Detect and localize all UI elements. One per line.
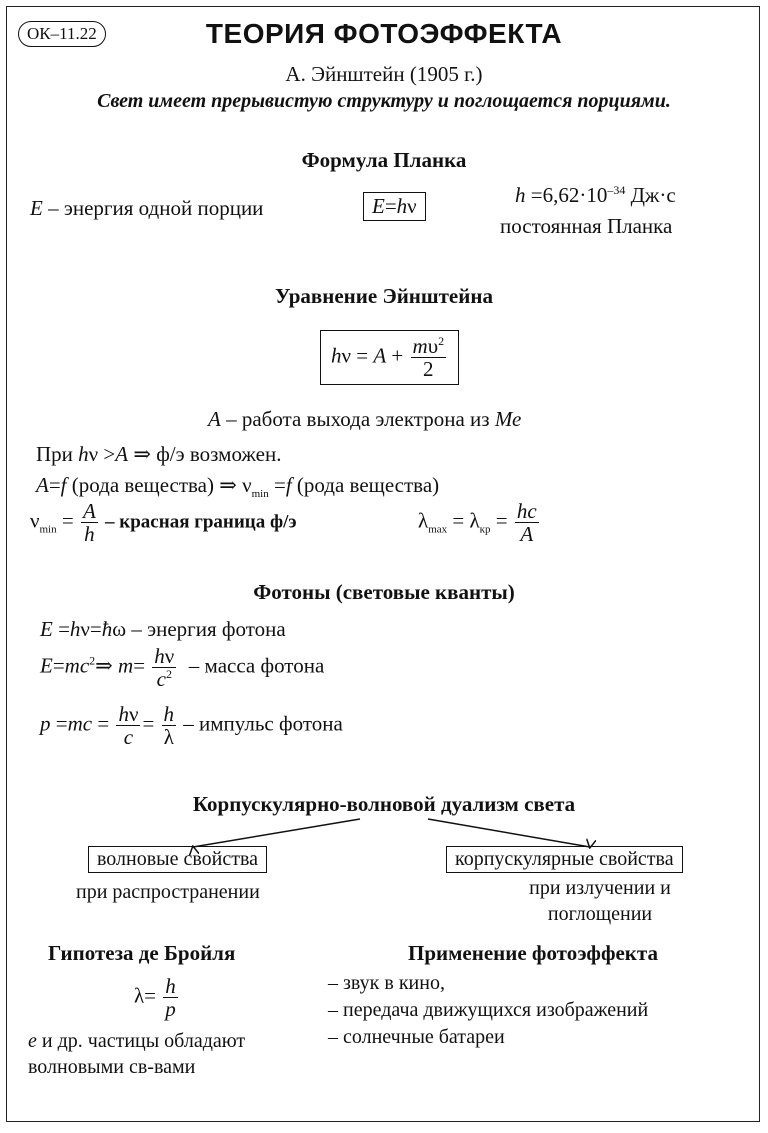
debroglie-desc-2: волновыми св-вами	[28, 1056, 196, 1078]
list-item: – солнечные батареи	[328, 1026, 505, 1048]
wave-properties-box: волновые свойства	[88, 846, 267, 873]
photon-momentum: p =mc = $\frac{h\nu}{c}$ = $\frac{h}{\lambda}$ – импульс фотона	[40, 702, 343, 750]
work-function-dependence: A=f (рода вещества) ⇒ $\nu_{min} =f$ (рода вещества)	[36, 473, 440, 501]
corpuscular-desc-2: поглощении	[547, 903, 653, 925]
einstein-equation: hν = A + $\frac{m\upsilon^2}{2}$	[320, 330, 459, 385]
dualism-heading: Корпускулярно-волновой дуализм света	[192, 792, 576, 816]
planck-energy-desc: E – энергия одной порции	[30, 196, 264, 220]
work-function-desc: A – работа выхода электрона из Ме	[208, 407, 522, 431]
einstein-heading: Уравнение Эйнштейна	[275, 284, 493, 308]
author-line: А. Эйнштейн (1905 г.)	[285, 62, 483, 86]
photon-mass: $E=mc^2\Rightarrow$ m= $\frac{h\nu}{c^2}$ – масса фотона	[40, 644, 325, 692]
corpuscular-properties-box: корпускулярные свойства	[446, 846, 683, 873]
photons-heading: Фотоны (световые кванты)	[253, 580, 515, 604]
debroglie-heading: Гипотеза де Бройля	[48, 941, 236, 965]
applications-heading: Применение фотоэффекта	[408, 941, 658, 965]
planck-heading: Формула Планка	[301, 148, 467, 172]
planck-constant-desc: постоянная Планка	[500, 214, 673, 238]
photon-energy: E =hν=ħω – энергия фотона	[40, 617, 286, 641]
corpuscular-desc-1: при излучении и	[529, 877, 671, 899]
red-border-wavelength: $\lambda_{max} = \lambda_{кр}$ = $\frac{hc}{A}$	[418, 499, 537, 547]
debroglie-desc-1: е и др. частицы обладают	[28, 1030, 246, 1052]
red-border-formula: $\nu_{min}$ = $\frac{A}{h}$ – красная граница ф/э	[30, 499, 297, 547]
page-title: ТЕОРИЯ ФОТОЭФФЕКТА	[205, 18, 563, 49]
planck-formula: E=hν	[363, 192, 426, 221]
applications-list	[328, 970, 648, 1051]
planck-constant-value: $h =6,62\cdot 10^{-34}$ Дж·с	[515, 183, 676, 207]
list-item: – передача движущихся изображений	[328, 999, 649, 1021]
photoeffect-condition: При hν >A ⇒ ф/э возможен.	[36, 442, 282, 466]
wave-properties-desc: при распространении	[76, 881, 260, 903]
list-item: – звук в кино,	[328, 972, 445, 994]
reference-badge: ОК–11.22	[18, 21, 106, 47]
tagline: Свет имеет прерывистую структуру и поглощается порциями.	[97, 90, 671, 112]
debroglie-formula: λ= $\frac{h}{p}$	[134, 974, 176, 1022]
